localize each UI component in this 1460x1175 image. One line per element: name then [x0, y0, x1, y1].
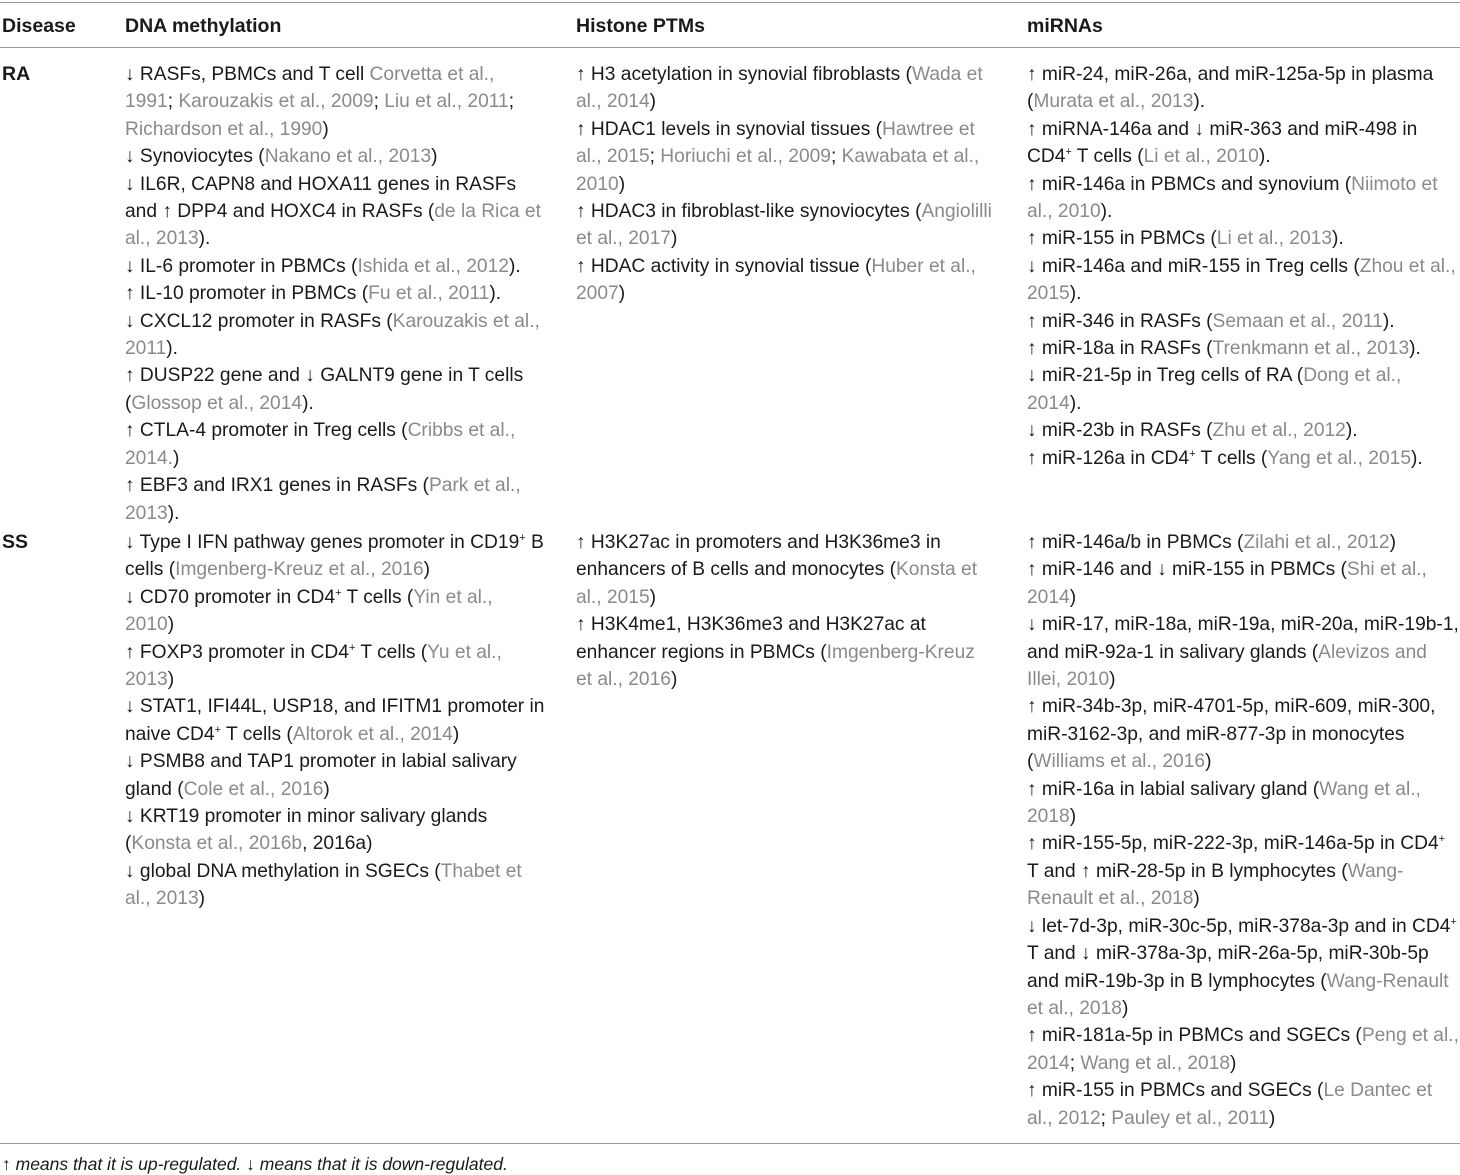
entry-text: ↑ miR-34b-3p, miR-4701-5p, miR-609, miR-300, miR-3162-3p, and miR-877-3p in monocytes ( — [1027, 696, 1436, 773]
cell-entry — [1027, 417, 1459, 444]
cell-entry — [1027, 830, 1459, 912]
citation-link[interactable]: Li et al., 2010 — [1143, 146, 1259, 168]
entry-text: T cells ( — [221, 723, 293, 745]
cell-dna-methylation — [125, 61, 545, 527]
entry-text: ↓ miR-21-5p in Treg cells of RA ( — [1027, 365, 1304, 387]
entry-text: ↑ miR-155 in PBMCs and SGECs ( — [1027, 1080, 1324, 1102]
entry-text: ). — [1345, 420, 1358, 442]
entry-text: ↓ global DNA methylation in SGECs ( — [125, 860, 441, 882]
cell-histone-ptms — [576, 529, 996, 693]
citation-link[interactable]: Zhou et al., 2015 — [1027, 255, 1456, 305]
citation-link[interactable]: Williams et al., 2016 — [1033, 751, 1206, 773]
entry-text: ↑ miR-24, miR-26a, and miR-125a-5p in plasma ( — [1027, 64, 1434, 113]
citation-link[interactable]: Wang-Renault et al., 2018 — [1027, 860, 1404, 910]
citation-link[interactable]: Liu et al., 2011 — [384, 91, 509, 113]
entry-text: ↓ IL-6 promoter in PBMCs ( — [125, 255, 358, 277]
superscript: + — [335, 586, 342, 599]
entry-text: ↓ miR-23b in RASFs ( — [1027, 420, 1213, 442]
entry-text: ). — [167, 502, 180, 524]
entry-text: ) — [670, 669, 678, 691]
citation-link[interactable]: Karouzakis et al., 2009 — [178, 91, 374, 113]
citation-link[interactable]: Imgenberg-Kreuz et al., 2016 — [175, 559, 424, 581]
cell-entry — [576, 529, 996, 611]
entry-text: T cells ( — [1195, 447, 1268, 469]
cell-entry — [125, 253, 545, 280]
citation-link[interactable]: Niimoto et al., 2010 — [1027, 173, 1438, 223]
entry-text: ↓ CD70 promoter in CD4 — [125, 586, 336, 608]
entry-text: ↑ miR-346 in RASFs ( — [1027, 310, 1213, 332]
header-mirnas: miRNAs — [1027, 15, 1103, 37]
citation-link[interactable]: Altorok et al., 2014 — [292, 723, 453, 745]
citation-link[interactable]: Yin et al., 2010 — [125, 586, 493, 636]
citation-link[interactable]: Yu et al., 2013 — [125, 641, 502, 691]
entry-text: ↓ PSMB8 and TAP1 promoter in labial salivary gland ( — [125, 751, 517, 800]
citation-link[interactable]: Fu et al., 2011 — [368, 283, 490, 305]
citation-link[interactable]: Li et al., 2013 — [1216, 228, 1332, 250]
cell-histone-ptms — [576, 61, 996, 308]
cell-entry — [125, 308, 545, 363]
header-histone-ptms: Histone PTMs — [576, 15, 705, 37]
entry-text: ). — [1069, 392, 1082, 414]
entry-text: ↑ HDAC activity in synovial tissue ( — [576, 255, 872, 277]
cell-entry — [1027, 693, 1459, 775]
entry-text: ↑ HDAC1 levels in synovial tissues ( — [576, 118, 883, 140]
entry-text: ). — [1411, 447, 1423, 469]
citation-link[interactable]: Cribbs et al., 2014. — [125, 420, 516, 469]
entry-text: ). — [1193, 91, 1206, 113]
cell-entry — [125, 858, 545, 913]
citation-link[interactable]: Karouzakis et al., 2011 — [125, 310, 540, 360]
superscript: + — [348, 641, 356, 654]
citation-link[interactable]: Corvetta et al., 1991 — [125, 64, 495, 113]
citation-link[interactable]: Park et al., 2013 — [125, 475, 521, 524]
entry-text: ) — [1121, 997, 1129, 1019]
entry-text: ) — [322, 118, 329, 140]
citation-link[interactable]: Shi et al., 2014 — [1027, 559, 1427, 608]
table-bottom-rule — [0, 1143, 1460, 1144]
cell-entry — [576, 198, 996, 253]
entry-text: ). — [198, 228, 211, 250]
citation-link[interactable]: Konsta et al., 2015 — [576, 559, 978, 608]
cell-entry — [125, 143, 545, 170]
entry-text: ↑ miR-155-5p, miR-222-3p, miR-146a-5p in CD4 — [1027, 833, 1439, 855]
cell-entry — [125, 472, 545, 527]
cell-entry — [125, 748, 545, 803]
entry-text: ). — [1100, 201, 1113, 223]
entry-text: ) — [1069, 586, 1077, 608]
entry-text: ↑ H3K27ac in promoters and H3K36me3 in enhancers of B cells and monocytes ( — [576, 532, 941, 581]
entry-text: ) — [431, 146, 438, 168]
citation-link[interactable]: Kawabata et al., 2010 — [576, 146, 980, 195]
entry-text: ↓ Type I IFN pathway genes promoter in CD19 — [125, 532, 520, 553]
citation-link[interactable]: Wang et al., 2018 — [1080, 1052, 1231, 1074]
table-footnote: ↑ means that it is up-regulated. ↓ means that it is down-regulated. — [2, 1154, 508, 1174]
citation-link[interactable]: Wang-Renault et al., 2018 — [1027, 970, 1449, 1019]
cell-entry — [125, 693, 545, 748]
entry-text: ) — [1069, 806, 1077, 828]
citation-link[interactable]: Konsta et al., 2016b — [131, 833, 303, 855]
superscript: + — [1065, 146, 1072, 159]
citation-link[interactable]: Murata et al., 2013 — [1033, 91, 1194, 113]
citation-link[interactable]: Hawtree et al., 2015 — [576, 118, 975, 168]
entry-text: ) — [423, 559, 431, 581]
header-rule — [0, 47, 1460, 48]
cell-entry — [125, 280, 545, 307]
entry-text: ) — [1205, 751, 1212, 773]
citation-link[interactable]: Huber et al., 2007 — [576, 255, 976, 305]
citation-link[interactable]: Dong et al., 2014 — [1027, 365, 1402, 414]
cell-entry — [1027, 611, 1459, 693]
cell-entry — [576, 253, 996, 308]
cell-entry — [125, 803, 545, 858]
entry-text: ) — [167, 614, 175, 636]
cell-entry — [576, 61, 996, 116]
citation-link[interactable]: Nakano et al., 2013 — [264, 146, 432, 168]
citation-link[interactable]: Le Dantec et al., 2012 — [1027, 1080, 1433, 1129]
entry-text: ) — [452, 723, 460, 745]
entry-text: ). — [1382, 310, 1395, 332]
disease-label: SS — [2, 531, 29, 553]
citation-link[interactable]: Horiuchi et al., 2009 — [660, 146, 831, 168]
cell-entry — [125, 584, 545, 639]
entry-text: ) — [1389, 532, 1396, 553]
cell-entry — [1027, 776, 1459, 831]
entry-text: T and ↓ miR-378a-3p, miR-26a-5p, miR-30b-5p and miR-19b-3p in B lymphocytes ( — [1027, 943, 1429, 992]
entry-text: ) — [1109, 669, 1116, 691]
entry-text: ) — [649, 586, 657, 608]
citation-link[interactable]: Glossop et al., 2014 — [131, 392, 303, 414]
entry-text: ). — [1258, 146, 1271, 168]
cell-entry — [1027, 529, 1459, 556]
cell-entry — [1027, 1077, 1459, 1132]
cell-entry — [125, 171, 545, 253]
cell-entry — [1027, 445, 1459, 472]
cell-entry — [1027, 171, 1459, 226]
entry-text: ↓ Synoviocytes ( — [125, 146, 265, 168]
superscript: + — [214, 723, 222, 736]
entry-text: ) — [670, 228, 678, 250]
entry-text: ; — [830, 146, 842, 168]
entry-text: ↓ miR-17, miR-18a, miR-19a, miR-20a, miR-19b-1, and miR-92a-1 in salivary glands ( — [1027, 614, 1459, 663]
citation-link[interactable]: Cole et al., 2016 — [183, 778, 324, 800]
cell-entry — [1027, 1022, 1459, 1077]
entry-text: ). — [166, 338, 178, 360]
superscript: + — [1189, 447, 1196, 460]
entry-text: ; — [508, 91, 515, 113]
entry-text: ) — [649, 91, 657, 113]
entry-text: ) — [1230, 1052, 1237, 1074]
cell-entry — [125, 362, 545, 417]
entry-text: ↑ IL-10 promoter in PBMCs ( — [125, 283, 369, 305]
entry-text: ). — [302, 392, 314, 414]
entry-text: ↑ miR-18a in RASFs ( — [1027, 338, 1213, 360]
entry-text: ↑ DUSP22 gene and ↓ GALNT9 gene in T cells ( — [125, 365, 524, 414]
cell-entry — [1027, 253, 1459, 308]
cell-entry — [576, 611, 996, 693]
entry-text: ; — [1069, 1052, 1081, 1074]
header-dna-methylation: DNA methylation — [125, 15, 282, 37]
citation-link[interactable]: Wang et al., 2018 — [1027, 778, 1421, 828]
citation-link[interactable]: Imgenberg-Kreuz et al., 2016 — [576, 641, 975, 691]
entry-text: ↓ RASFs, PBMCs and T cell — [125, 64, 370, 85]
entry-text: ) — [1193, 888, 1200, 910]
citation-link[interactable]: Trenkmann et al., 2013 — [1212, 338, 1410, 360]
superscript: + — [519, 532, 526, 544]
entry-text: ) — [173, 447, 180, 469]
entry-text: ). — [508, 255, 521, 277]
citation-link[interactable]: Pauley et al., 2011 — [1111, 1107, 1269, 1129]
cell-mirnas — [1027, 61, 1459, 472]
entry-text: ↓ CXCL12 promoter in RASFs ( — [125, 310, 393, 332]
entry-text: ↑ H3K4me1, H3K36me3 and H3K27ac at enhancer regions in PBMCs ( — [576, 614, 926, 663]
entry-text: ). — [1332, 228, 1344, 250]
entry-text: ↑ miR-126a in CD4 — [1027, 447, 1190, 469]
entry-text: ↓ STAT1, IFI44L, USP18, and IFITM1 promoter in naive CD4 — [125, 696, 545, 745]
entry-text: T and ↑ miR-28-5p in B lymphocytes ( — [1027, 860, 1348, 882]
cell-entry — [1027, 556, 1459, 611]
citation-link[interactable]: de la Rica et al., 2013 — [125, 201, 541, 250]
cell-mirnas — [1027, 529, 1459, 1132]
table-top-rule — [0, 2, 1460, 3]
disease-label: RA — [2, 63, 31, 85]
entry-text: T cells ( — [355, 641, 428, 663]
entry-text: ↑ H3 acetylation in synovial fibroblasts ( — [576, 64, 912, 85]
entry-text: ). — [1069, 283, 1082, 305]
entry-text: T cells ( — [1071, 146, 1144, 168]
entry-text: ; — [649, 146, 661, 168]
entry-text: ↑ miRNA-146a and ↓ miR-363 and miR-498 in CD4 — [1027, 118, 1418, 168]
entry-text: ↓ miR-146a and miR-155 in Treg cells ( — [1027, 255, 1360, 277]
entry-text: ) — [323, 778, 330, 800]
entry-text: ; — [167, 91, 179, 113]
entry-text: ). — [489, 283, 502, 305]
cell-entry — [1027, 116, 1459, 171]
entry-text: ) — [167, 669, 175, 691]
entry-text: B cells ( — [125, 532, 544, 581]
entry-text: ; — [1100, 1107, 1112, 1129]
cell-entry — [576, 116, 996, 198]
entry-text: ↑ miR-181a-5p in PBMCs and SGECs ( — [1027, 1025, 1362, 1047]
cell-dna-methylation — [125, 529, 545, 913]
citation-link[interactable]: Zilahi et al., 2012 — [1243, 532, 1390, 553]
superscript: + — [1438, 833, 1446, 846]
entry-text: ↑ FOXP3 promoter in CD4 — [125, 641, 349, 663]
citation-link[interactable]: Semaan et al., 2011 — [1212, 310, 1383, 332]
cell-entry — [1027, 335, 1459, 362]
entry-text: ↑ miR-155 in PBMCs ( — [1027, 228, 1217, 250]
entry-text: ) — [198, 888, 206, 910]
entry-text: ↑ CTLA-4 promoter in Treg cells ( — [125, 420, 408, 442]
entry-text: ) — [618, 283, 626, 305]
entry-text: ↑ miR-16a in labial salivary gland ( — [1027, 778, 1320, 800]
entry-text: ↑ HDAC3 in fibroblast-like synoviocytes ( — [576, 201, 922, 223]
cell-entry — [1027, 362, 1459, 417]
citation-link[interactable]: Yang et al., 2015 — [1267, 447, 1411, 469]
citation-link[interactable]: Zhu et al., 2012 — [1212, 420, 1346, 442]
cell-entry — [125, 417, 545, 472]
entry-text: ) — [1268, 1107, 1276, 1129]
cell-entry — [1027, 225, 1459, 252]
cell-entry — [1027, 308, 1459, 335]
citation-link[interactable]: Wada et al., 2014 — [576, 64, 983, 113]
header-disease: Disease — [2, 15, 76, 37]
entry-text: , 2016a) — [302, 833, 373, 855]
citation-link[interactable]: Thabet et al., 2013 — [125, 860, 522, 910]
entry-text: T cells ( — [341, 586, 414, 608]
citation-link[interactable]: Ishida et al., 2012 — [357, 255, 509, 277]
entry-text: ↑ miR-146a/b in PBMCs ( — [1027, 532, 1244, 553]
entry-text: ↑ miR-146a in PBMCs and synovium ( — [1027, 173, 1352, 195]
entry-text: ↓ let-7d-3p, miR-30c-5p, miR-378a-3p and in CD4 — [1027, 915, 1451, 937]
entry-text: ). — [1409, 338, 1421, 360]
citation-link[interactable]: Angiolilli et al., 2017 — [576, 201, 992, 250]
citation-link[interactable]: Richardson et al., 1990 — [125, 118, 323, 140]
entry-text: ↓ IL6R, CAPN8 and HOXA11 genes in RASFs and ↑ DPP4 and HOXC4 in RASFs ( — [125, 173, 517, 223]
entry-text: ↓ KRT19 promoter in minor salivary glands ( — [125, 806, 488, 855]
entry-text: ) — [618, 173, 626, 195]
cell-entry — [125, 639, 545, 694]
citation-link[interactable]: Alevizos and Illei, 2010 — [1027, 641, 1427, 691]
entry-text: ; — [373, 91, 385, 113]
cell-entry — [1027, 913, 1459, 1023]
superscript: + — [1450, 915, 1457, 928]
entry-text: ↑ miR-146 and ↓ miR-155 in PBMCs ( — [1027, 559, 1347, 581]
entry-text: ↑ EBF3 and IRX1 genes in RASFs ( — [125, 475, 429, 497]
citation-link[interactable]: Peng et al., 2014 — [1027, 1025, 1459, 1074]
cell-entry — [125, 61, 545, 143]
cell-entry — [125, 529, 545, 584]
cell-entry — [1027, 61, 1459, 116]
